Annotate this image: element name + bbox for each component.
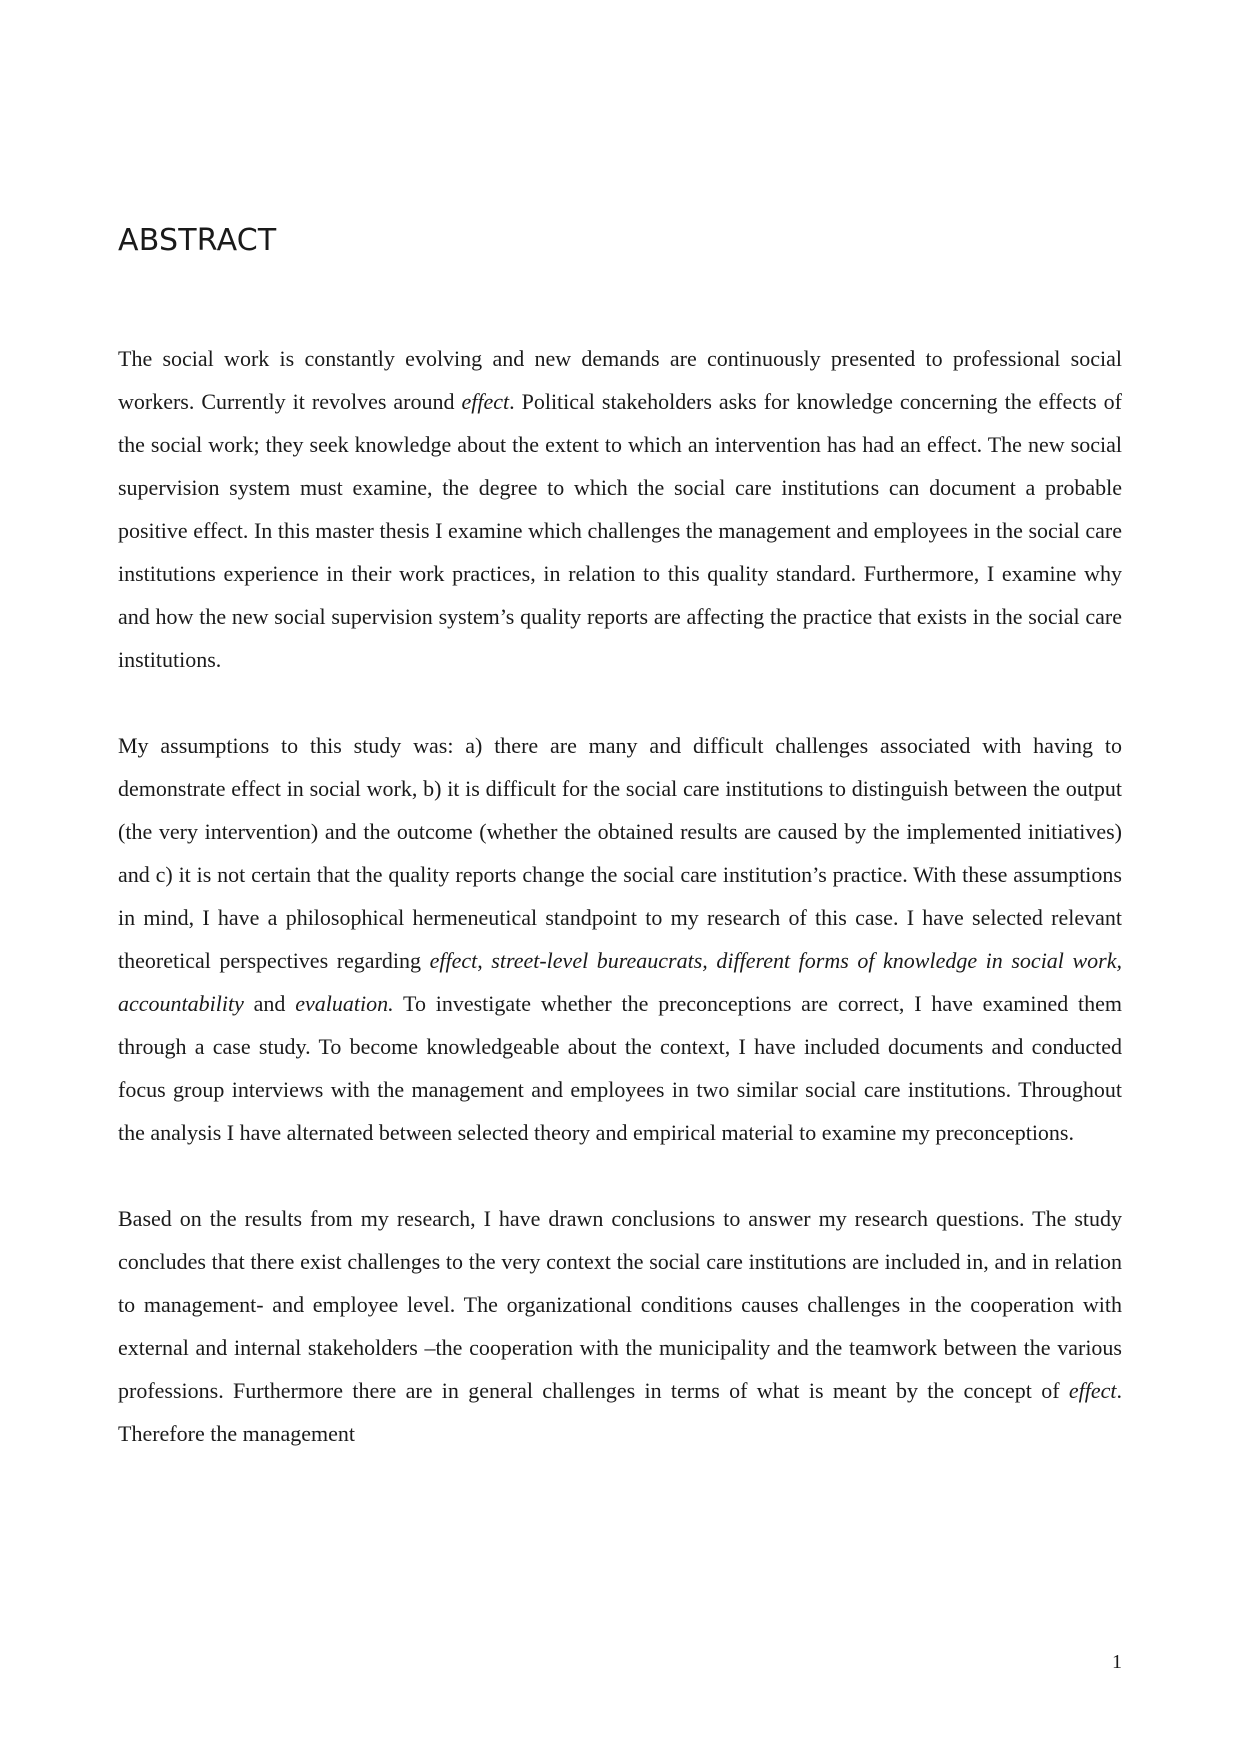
paragraph-1-text-a: The social work is constantly evolving and new demands are continuously presented to professional social workers. Currently it revolves around [118, 346, 1122, 414]
paragraph-2-italic-effect: effect [429, 948, 478, 973]
paragraph-2-text-d: To investigate whether the preconceptions are correct, I have examined them through a case study. To become knowledgeable about the context, I have included documents and conducted focus group interviews with the management and employees in two similar social care institutions. Throughout the analysis I have alternated between selected theory and empirical material to examine my preconceptions. [118, 991, 1122, 1145]
paragraph-3-text-a: Based on the results from my research, I have drawn conclusions to answer my research questions. The study concludes that there exist challenges to the very context the social care institutions are included in, and in relation to management- and employee level. The organizational conditions causes challenges in the cooperation with external and internal stakeholders –the cooperation with the municipality and the teamwork between the various professions. Furthermore there are in general challenges in terms of what is meant by the concept of [118, 1206, 1122, 1403]
paragraph-3-italic-effect: effect [1068, 1378, 1117, 1403]
paragraph-2-text-b: , [477, 948, 492, 973]
abstract-body [118, 337, 1122, 1498]
paragraph-2-text-a: My assumptions to this study was: a) there are many and difficult challenges associated with having to demonstrate effect in social work, b) it is difficult for the social care institutions to distinguish between the output (the very intervention) and the outcome (whether the obtained results are caused by the implemented initiatives) and c) it is not certain that the quality reports change the social care institution’s practice. With these assumptions in mind, I have a philosophical hermeneutical standpoint to my research of this case. I have selected relevant theoretical perspectives regarding [118, 733, 1122, 973]
paragraph-2-italic-perspectives: street-level bureaucrats, different forms of knowledge in social work, accountability [118, 948, 1122, 1016]
page-number: 1 [1112, 1651, 1122, 1673]
paragraph-3 [118, 1197, 1122, 1455]
paragraph-1-italic-effect: effect [461, 389, 510, 414]
abstract-heading: ABSTRACT [118, 223, 277, 258]
paragraph-2-italic-evaluation: evaluation. [295, 991, 394, 1016]
paragraph-2 [118, 724, 1122, 1154]
paragraph-1-text-b: . Political stakeholders asks for knowledge concerning the effects of the social work; they seek knowledge about the extent to which an intervention has had an effect. The new social supervision system must examine, the degree to which the social care institutions can document a probable positive effect. In this master thesis I examine which challenges the management and employees in the social care institutions experience in their work practices, in relation to this quality standard. Furthermore, I examine why and how the new social supervision system’s quality reports are affecting the practice that exists in the social care institutions. [118, 389, 1123, 672]
paragraph-2-text-c: and [243, 991, 296, 1016]
paragraph-3-text-b: . Therefore the management [118, 1378, 1122, 1446]
paragraph-1 [118, 337, 1122, 681]
